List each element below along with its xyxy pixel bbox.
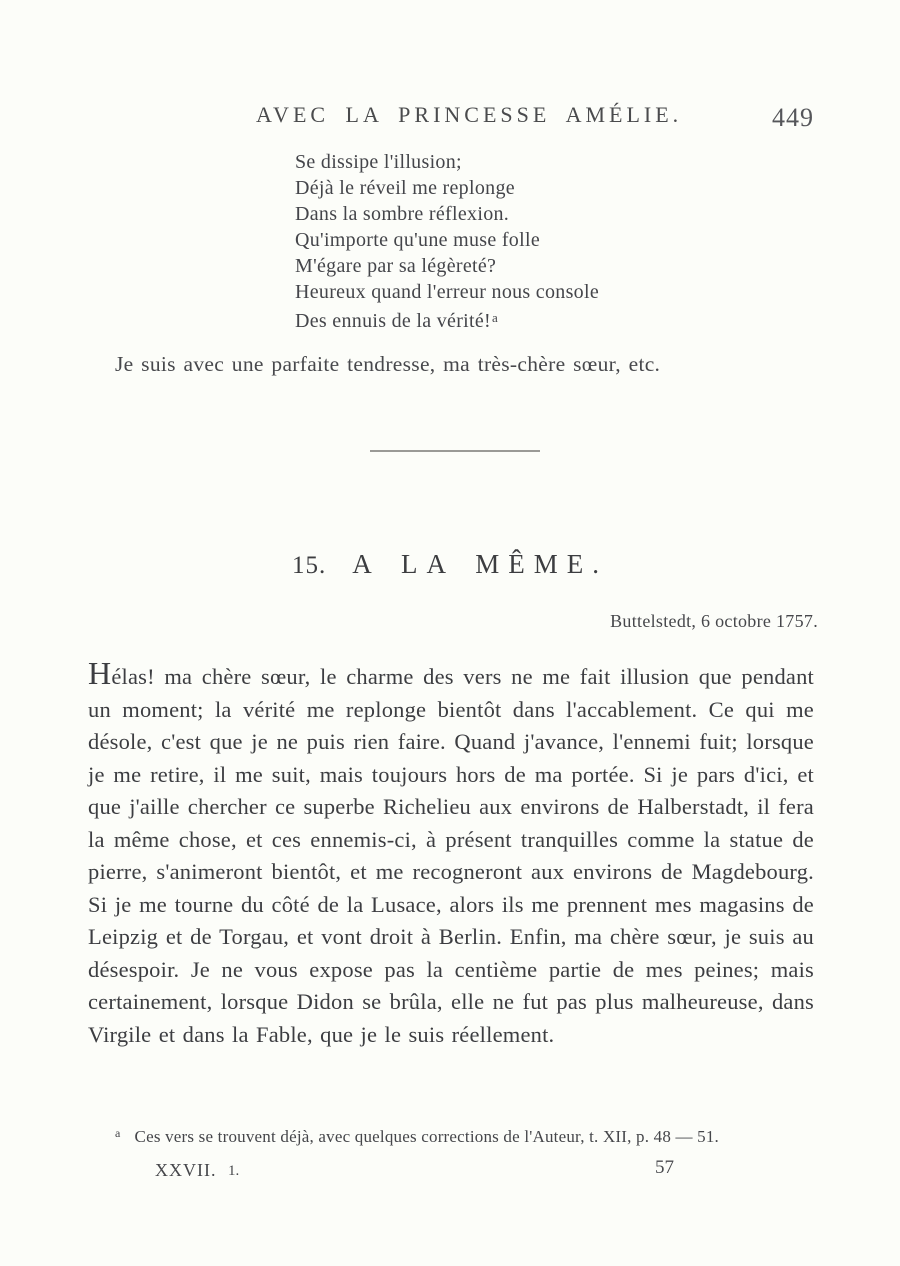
- footer-part-label: 1.: [228, 1163, 240, 1179]
- poem-line: [295, 305, 599, 334]
- footer-signature-mark: 57: [655, 1157, 674, 1178]
- footnote-reference: a: [492, 310, 499, 325]
- page-number: 449: [772, 103, 814, 132]
- closing-salutation: Je suis avec une parfaite tendresse, ma très-chère sœur, etc.: [115, 352, 661, 376]
- poem-line: Dans la sombre réflexion.: [295, 203, 510, 225]
- poem-line-text: Des ennuis de la vérité!: [295, 310, 492, 332]
- footnote: [115, 1126, 820, 1147]
- poem-line: Heureux quand l'erreur nous console: [295, 281, 600, 303]
- footnote-text: Ces vers se trouvent déjà, avec quelques corrections de l'Auteur, t. XII, p. 48 — 51.: [134, 1127, 719, 1146]
- section-divider: [370, 450, 540, 452]
- footer-volume-label: XXVII.: [155, 1160, 217, 1180]
- letter-text: élas! ma chère sœur, le charme des vers ne me fait illusion que pendant un moment; la vérité me replonge bientôt dans l'accablement. Ce qui me désole, c'est que je ne puis rien faire. Quand j'avance, l'ennemi fuit; lorsque je me retire, il me suit, mais toujours hors de ma portée. Si je pars d'ici, et que j'aille chercher ce superbe Richelieu aux environs de Halberstadt, il fera la même chose, et ces ennemis-ci, à présent tranquilles comme la statue de pierre, s'animeront bientôt, et me recogneront aux environs de Magdebourg. Si je me tourne du côté de la Lusace, alors ils me prennent mes magasins de Leipzig et de Torgau, et vont droit à Berlin. Enfin, ma chère sœur, je suis au désespoir. Je ne vous expose pas la centième partie de mes peines; mais certainement, lorsque Didon se brûla, elle ne fut pas plus malheureuse, dans Virgile et dans la Fable, que je le suis réellement.: [88, 664, 814, 1047]
- poem-line: Qu'importe qu'une muse folle: [295, 229, 541, 251]
- footnote-mark: a: [115, 1126, 121, 1140]
- section-heading: [0, 549, 900, 580]
- dateline: Buttelstedt, 6 octobre 1757.: [610, 611, 818, 631]
- letter-body: [88, 657, 814, 1051]
- poem-line: Se dissipe l'illusion;: [295, 151, 462, 173]
- initial-capital: H: [88, 655, 112, 691]
- section-title: A LA MÊME.: [352, 549, 608, 579]
- section-number: 15.: [291, 552, 327, 579]
- poem-line: M'égare par sa légèreté?: [295, 255, 497, 277]
- running-head-title: AVEC LA PRINCESSE AMÉLIE.: [256, 102, 683, 127]
- poem-block: [295, 149, 599, 334]
- poem-line: Déjà le réveil me replonge: [295, 177, 515, 199]
